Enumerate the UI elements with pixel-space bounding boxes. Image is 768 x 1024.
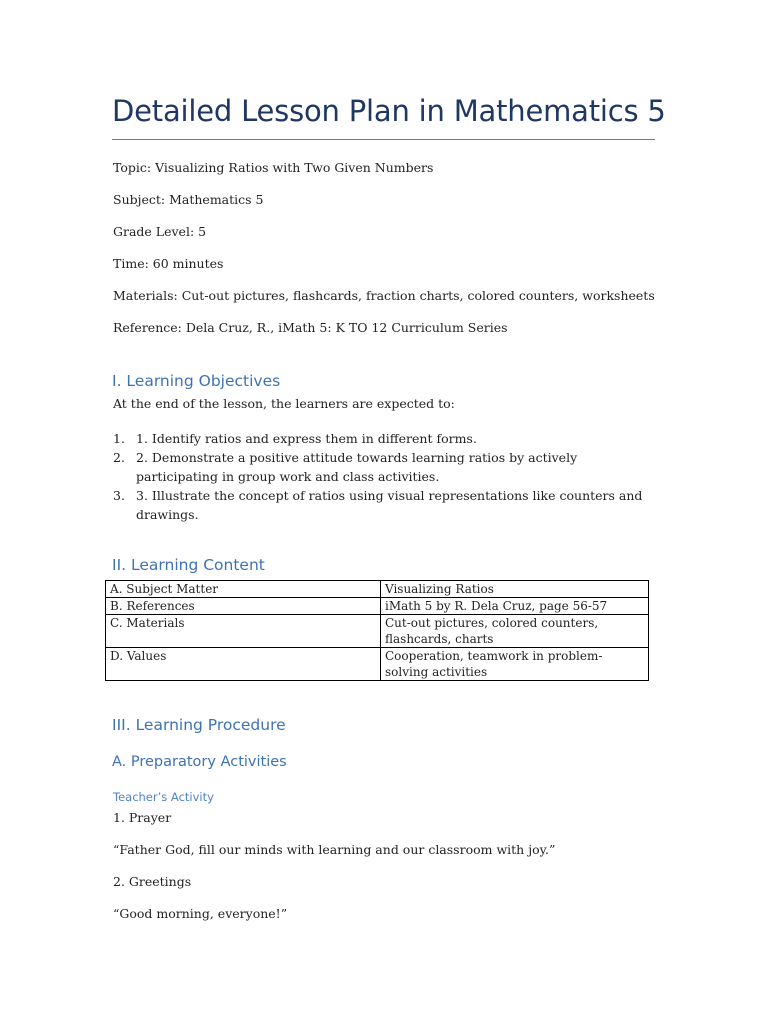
table-row bbox=[106, 598, 649, 615]
table-cell-value: iMath 5 by R. Dela Cruz, page 56-57 bbox=[381, 598, 649, 615]
objective-text: 1. Identify ratios and express them in different forms. bbox=[136, 431, 477, 446]
objective-item bbox=[113, 429, 653, 448]
table-row bbox=[106, 648, 649, 681]
reference-line: Reference: Dela Cruz, R., iMath 5: K TO 12 Curriculum Series bbox=[113, 320, 508, 335]
objective-item bbox=[113, 448, 653, 486]
preparatory-activities-heading: A. Preparatory Activities bbox=[112, 754, 287, 770]
prayer-text: “Father God, fill our minds with learning and our classroom with joy.” bbox=[113, 842, 556, 857]
grade-level-line: Grade Level: 5 bbox=[113, 224, 207, 239]
table-cell-label: D. Values bbox=[106, 648, 381, 681]
table-cell-label: C. Materials bbox=[106, 615, 381, 648]
title-underline bbox=[112, 139, 655, 140]
objective-number: 3. bbox=[113, 488, 125, 503]
greetings-text: “Good morning, everyone!” bbox=[113, 906, 288, 921]
procedure-heading: III. Learning Procedure bbox=[112, 716, 286, 734]
learning-content-table bbox=[105, 580, 649, 681]
objective-item bbox=[113, 486, 653, 524]
table-cell-label: B. References bbox=[106, 598, 381, 615]
table-cell-value: Cut-out pictures, colored counters, flashcards, charts bbox=[381, 615, 649, 648]
greetings-item: 2. Greetings bbox=[113, 874, 192, 889]
objective-number: 2. bbox=[113, 450, 125, 465]
table-row bbox=[106, 615, 649, 648]
teachers-activity-label: Teacher’s Activity bbox=[113, 790, 214, 804]
materials-line: Materials: Cut-out pictures, flashcards, fraction charts, colored counters, worksheets bbox=[113, 288, 655, 303]
topic-line: Topic: Visualizing Ratios with Two Given Numbers bbox=[113, 160, 434, 175]
objective-number: 1. bbox=[113, 431, 125, 446]
prayer-item: 1. Prayer bbox=[113, 810, 172, 825]
table-row bbox=[106, 581, 649, 598]
time-line: Time: 60 minutes bbox=[113, 256, 224, 271]
document-title: Detailed Lesson Plan in Mathematics 5 bbox=[112, 94, 666, 128]
objectives-list bbox=[113, 429, 653, 524]
subject-line: Subject: Mathematics 5 bbox=[113, 192, 264, 207]
objective-text: 2. Demonstrate a positive attitude towards learning ratios by actively participating in group work and class activities. bbox=[136, 450, 578, 484]
objectives-heading: I. Learning Objectives bbox=[112, 372, 281, 390]
content-heading: II. Learning Content bbox=[112, 556, 265, 574]
objective-text: 3. Illustrate the concept of ratios using visual representations like counters and drawings. bbox=[136, 488, 643, 522]
table-cell-value: Cooperation, teamwork in problem-solving activities bbox=[381, 648, 649, 681]
table-cell-value: Visualizing Ratios bbox=[381, 581, 649, 598]
table-cell-label: A. Subject Matter bbox=[106, 581, 381, 598]
objectives-intro: At the end of the lesson, the learners are expected to: bbox=[113, 396, 455, 411]
